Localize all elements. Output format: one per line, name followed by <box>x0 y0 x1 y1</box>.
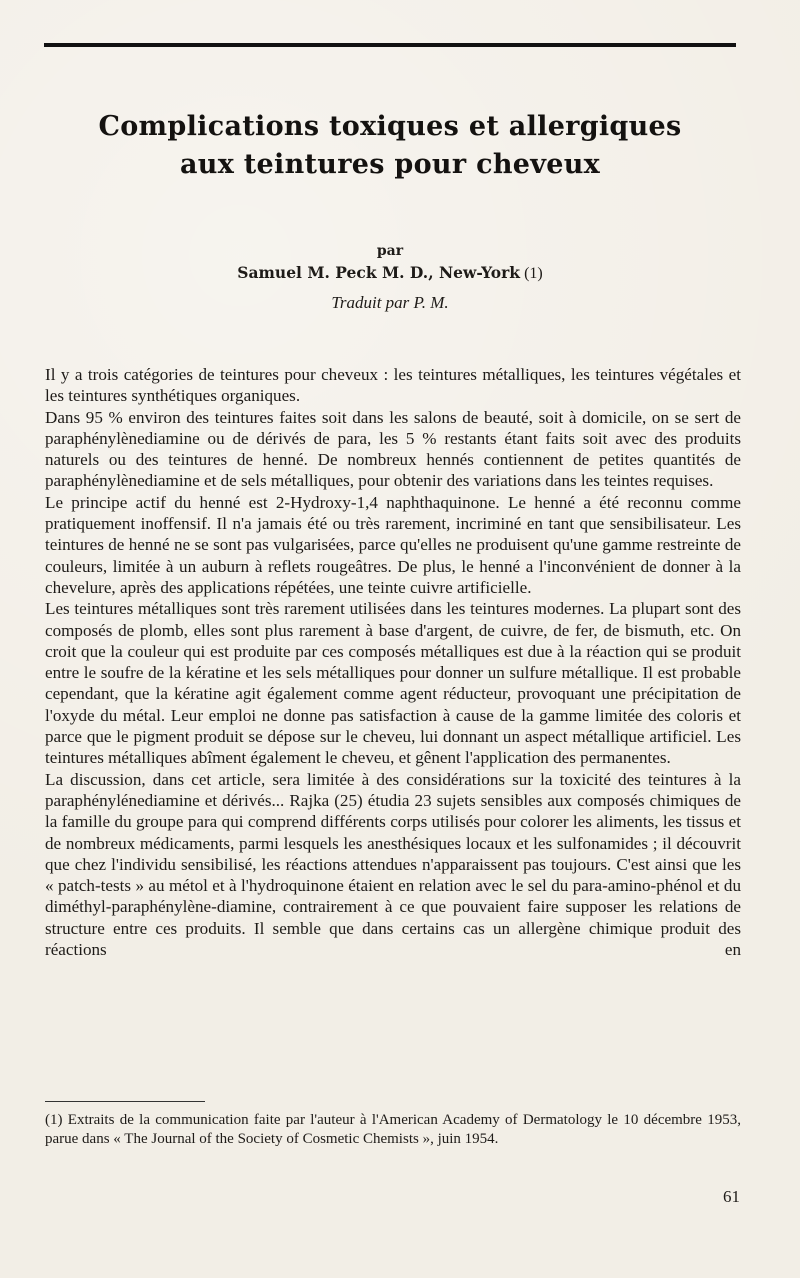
top-rule <box>44 43 736 47</box>
article-title-line-1: Complications toxiques et allergiques <box>98 111 682 142</box>
author-footnote-marker: (1) <box>524 265 543 282</box>
paragraph-1: Il y a trois catégories de teintures pour cheveux : les teintures métalliques, les teintures végétales et les teintures synthétiques organiques. <box>45 365 741 406</box>
paragraph-2: Dans 95 % environ des teintures faites soit dans les salons de beauté, soit à domicile, on se sert de paraphénylènediamine ou de dérivés de para, les 5 % restants étant faits soit avec des produits naturels ou des teintures de henné. De nombreux hennés contiennent de petites quantités de paraphénylènediamine et de sels métalliques, pour obtenir des variations dans les teintes requises. <box>45 407 741 491</box>
author-line <box>44 262 736 285</box>
paragraph-4: Les teintures métalliques sont très rarement utilisées dans les teintures modernes. La plupart sont des composés de plomb, elles sont plus rarement à base d'argent, de cuivre, de fer, de bismuth, etc. On croit que la couleur qui est produite par ces composés métalliques est due à la réaction qui se produit entre le soufre de la kératine et les sels métalliques pour donner un sulfure métallique. Il est probable cependant, que la kératine agit également comme agent réducteur, provoquant une précipitation de l'oxyde du métal. Leur emploi ne donne pas satisfaction à cause de la gamme limitée des coloris et parce que le pigment produit se dépose sur le cheveu, lui donnant un aspect métallique artificiel. Les teintures métalliques abîment également le cheveu, et gênent l'application des permanentes. <box>45 599 741 768</box>
article-title-line-2: aux teintures pour cheveux <box>179 149 601 180</box>
article-body <box>45 364 741 960</box>
footnote-rule <box>45 1101 205 1102</box>
author-name: Samuel M. Peck M. D., New-York <box>237 263 521 282</box>
footnote: (1) Extraits de la communication faite par l'auteur à l'American Academy of Dermatology le 10 décembre 1953, parue dans « The Journal of the Society of Cosmetic Chemists », juin 1954. <box>45 1112 741 1147</box>
byline-par: par <box>376 243 404 259</box>
article-title <box>44 108 736 184</box>
translator-credit: Traduit par P. M. <box>331 293 449 312</box>
page-number: 61 <box>723 1187 740 1206</box>
paragraph-5: La discussion, dans cet article, sera limitée à des considérations sur la toxicité des teintures à la paraphénylénediamine et dérivés... Rajka (25) étudia 23 sujets sensibles aux composés chimiques de la famille du groupe para qui comprend différents corps utilisés pour colorer les aliments, les tissus et de nombreux médicaments, parmi lesquels les anesthésiques locaux et les sulfonamides ; il découvrit que chez l'individu sensibilisé, les réactions attendues n'apparaissent pas toujours. C'est ainsi que les « patch-tests » au métol et à l'hydroquinone étaient en relation avec le sel du para-amino-phénol et du diméthyl-paraphénylène-diamine, contrairement à ce que pouvaient faire supposer les relations de structure entre ces produits. Il semble que dans certains cas un allergène chimique produit des réactions en <box>45 769 741 960</box>
paragraph-3: Le principe actif du henné est 2-Hydroxy-1,4 naphthaquinone. Le henné a été reconnu comme pratiquement inoffensif. Il n'a jamais été ou très rarement, incriminé en tant que sensibilisateur. Les teintures de henné ne se sont pas vulgarisées, parce qu'elles ne produisent qu'une gamme restreinte de couleurs, limitée à un auburn à reflets rougeâtres. De plus, le henné a l'inconvénient de donner à la chevelure, après des applications répétées, une teinte cuivre artificielle. <box>45 492 741 597</box>
